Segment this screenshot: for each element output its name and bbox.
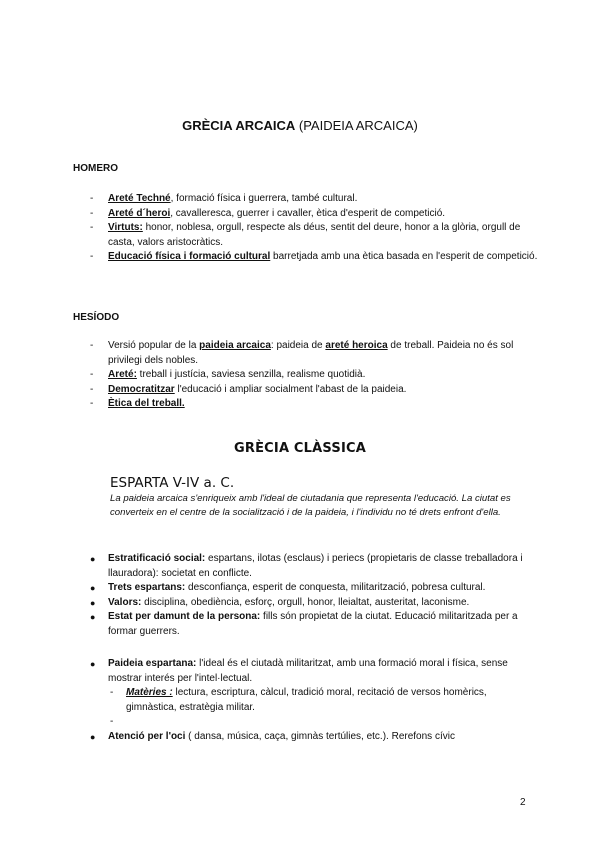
sub-list-item: - Matèries : lectura, escriptura, càlcul, tradició moral, recitació de versos homèrics, gimnàstica, estratègia militar. (110, 687, 487, 713)
paideia-list (90, 657, 540, 744)
esparta-list (90, 552, 540, 639)
heading-hesiodo: HESÍODO (73, 312, 120, 323)
list-item: - Ètica del treball. (90, 398, 185, 409)
esparta-intro: La paideia arcaica s'enriqueix amb l'ideal de ciutadania que representa l'educació. La ciutat es converteix en el centre de la socialització i de la paideia, i l'individu no té drets enfront d'ella. (110, 493, 511, 518)
title-arcaica-normal: (PAIDEIA ARCAICA) (295, 118, 418, 133)
list-item: - Areté Techné, formació física i guerrera, també cultural. (90, 193, 358, 204)
list-item: - Areté: treball i justícia, saviesa senzilla, realisme quotidià. (90, 369, 366, 380)
list-item: ● Valors: disciplina, obediència, esforç, orgull, honor, lleialtat, austeritat, laconisme. (90, 596, 470, 608)
hesiodo-list (90, 339, 540, 412)
heading-homero: HOMERO (73, 163, 118, 174)
list-item: ● Trets espartans: desconfiança, esperit de conquesta, militarització, pobresa cultural. (90, 582, 486, 593)
list-item: - Virtuts: honor, noblesa, orgull, respecte als déus, sentit del deure, honor a la glòria, orgull de casta, valors aristocràtics. (90, 222, 521, 248)
list-item: ● Estat per damunt de la persona: fills són propietat de la ciutat. Educació militaritzada per a formar guerrers. (90, 611, 518, 637)
list-item: - Educació física i formació cultural barretjada amb una ètica basada en l'esperit de competició. (90, 251, 538, 262)
list-item: ● Estratificació social: espartans, ilotas (esclaus) i periecs (propietaris de classe treballadora i llauradora): societat en conflicte. (90, 553, 523, 579)
page-number: 2 (520, 797, 526, 808)
list-item: - Democratitzar l'educació i ampliar socialment l'abast de la paideia. (90, 383, 407, 395)
list-item: - Versió popular de la paideia arcaica: paideia de areté heroica de treball. Paideia no és sol privilegi dels nobles. (90, 340, 514, 366)
list-item: ● Atenció per l'oci ( dansa, música, caça, gimnàs tertúlies, etc.). Rerefons cívic (90, 730, 455, 742)
page-title-classica: GRÈCIA CLÀSSICA (234, 441, 366, 456)
heading-esparta: ESPARTA V-IV a. C. (110, 475, 235, 491)
homero-list (90, 192, 540, 265)
page-title-arcaica (0, 118, 600, 133)
title-arcaica-bold: GRÈCIA ARCAICA (182, 118, 296, 133)
list-item: - Areté d´heroi, cavalleresca, guerrer i cavaller, ètica d'esperit de competició. (90, 207, 446, 219)
sub-list-item-empty: - (110, 716, 114, 727)
list-item: ● Paideia espartana: l'ideal és el ciutadà militaritzat, amb una formació moral i física, sense mostrar interés per l'intel·lectual. (90, 658, 508, 684)
